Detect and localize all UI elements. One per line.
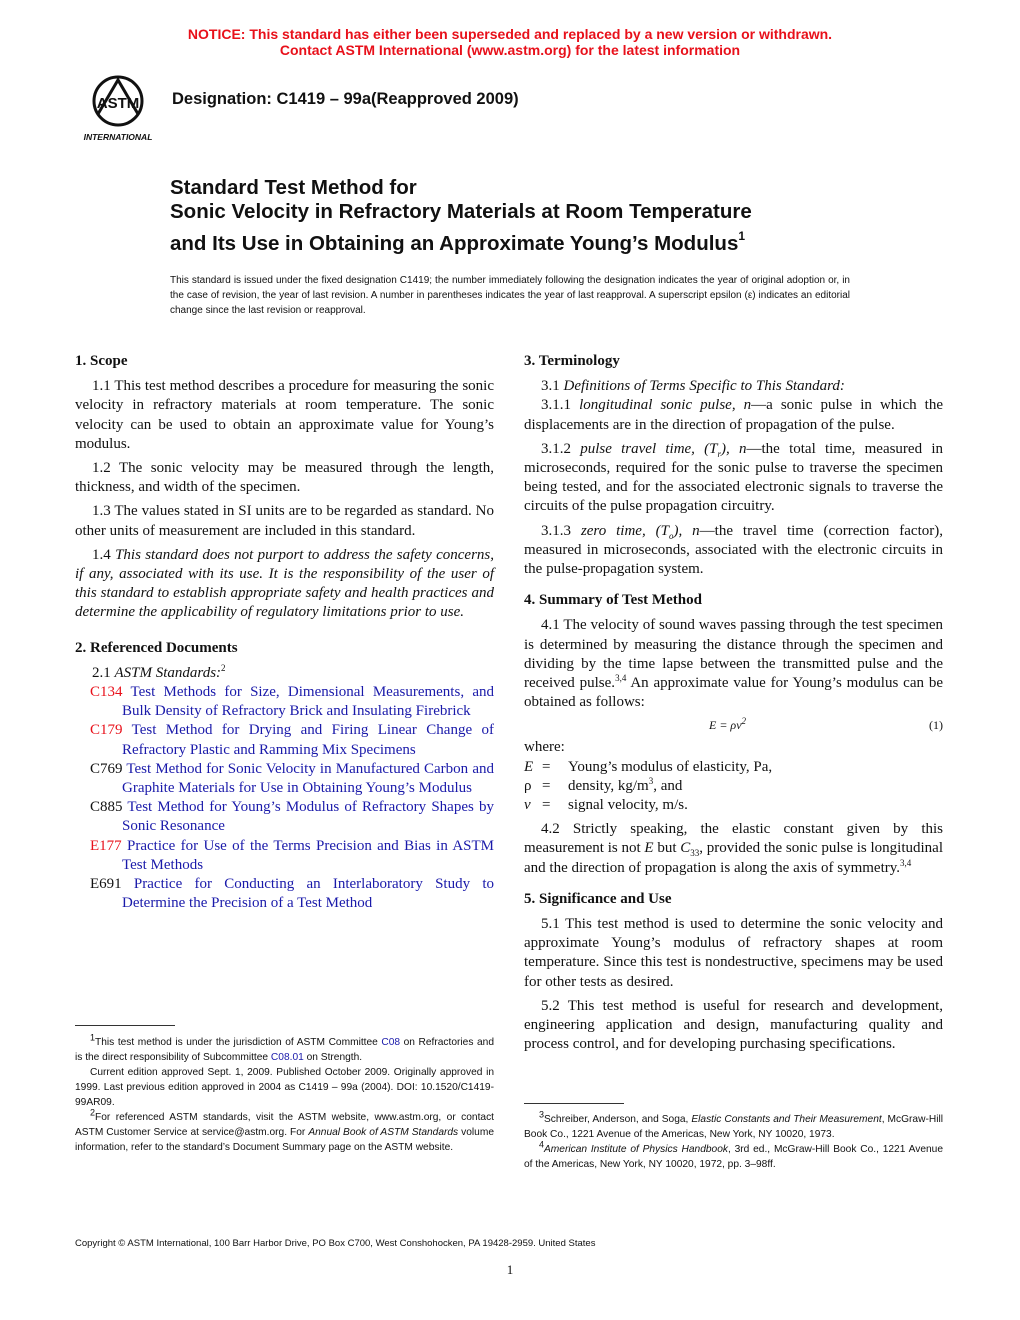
significance-heading: 5. Significance and Use <box>524 890 672 907</box>
equation-1 <box>524 712 943 736</box>
significance-5-1: 5.1 This test method is used to determine the sonic velocity and approximate Young’s modulus of refractory shapes at room temperature. Since this test is nondestructive, specimens may be used for other tests as desired. <box>524 916 943 990</box>
footnote-2: $^2$For referenced ASTM standards, visit the ASTM website, www.astm.org, or contact ASTM Customer Service at service@astm.org. For Annual Book of ASTM Standards volume information, refer to the standard’s Document Summary page on the ASTM website. <box>75 1107 495 1153</box>
variable-v: v = signal velocity, m/s. <box>524 797 688 814</box>
ref-item-c769[interactable]: C769 Test Method for Sonic Velocity in Manufactured Carbon and Graphite Materials for Use in Obtaining Young’s Modulus <box>90 760 494 797</box>
ref-item-c885[interactable]: C885 Test Method for Young’s Modulus of Refractory Shapes by Sonic Resonance <box>90 799 494 835</box>
scope-p3: 1.3 The values stated in SI units are to be regarded as standard. No other units of measurement are included in this standard. <box>75 503 494 539</box>
summary-heading: 4. Summary of Test Method <box>524 592 702 609</box>
terminology-3-1-3: 3.1.3 zero time, $(T_o)$, n—the travel time (correction factor), measured in microseconds, associated with the electronic circuits in the pulse-propagation system. <box>524 522 943 578</box>
right-column <box>524 352 943 1055</box>
footnote-1: $^1$This test method is under the jurisdiction of ASTM Committee C08 on Refractories and is the direct responsibility of Subcommittee C08.01 on Strength. <box>75 1032 494 1063</box>
equation: $E = \rho v^2$ <box>709 716 747 733</box>
footnote-3: $^3$Schreiber, Anderson, and Soga, Elastic Constants and Their Measurement, McGraw-Hill Book Co., 1221 Avenue of the Americas, New York, NY 10020, 1973. <box>524 1109 943 1140</box>
astm-logo-icon <box>76 74 160 144</box>
issued-statement: This standard is issued under the fixed designation C1419; the number immediately following the designation indicates the year of original adoption or, in the case of revision, the year of last revision. A number in parentheses indicates the year of last reapproval. A superscript epsilon (ε) indicates an editorial change since the last revision or reapproval. <box>170 275 850 316</box>
footnotes-right <box>524 1109 943 1172</box>
footnote-rule-left <box>75 1025 175 1026</box>
referenced-sub: 2.1 ASTM Standards:$^2$ <box>92 662 226 681</box>
designation: Designation: C1419 – 99a(Reapproved 2009) <box>172 90 519 108</box>
terminology-3-1-1: 3.1.1 longitudinal sonic pulse, n—a sonic pulse in which the displacements are in the direction of propagation of the pulse. <box>524 397 944 433</box>
scope-heading: 1. Scope <box>75 353 128 369</box>
notice-line-2: Contact ASTM International (www.astm.org) for the latest information <box>279 42 741 58</box>
ref-item-e691[interactable]: E691 Practice for Conducting an Interlaboratory Study to Determine the Precision of a Test Method <box>90 876 494 912</box>
footnote-4: $^4$American Institute of Physics Handbook, 3rd ed., McGraw-Hill Book Co., 1221 Avenue of the Americas, New York, NY 10020, 1972, pp. 3–98ff. <box>524 1139 943 1170</box>
left-column <box>75 352 494 913</box>
terminology-heading: 3. Terminology <box>524 353 620 369</box>
scope-p2: 1.2 The sonic velocity may be measured through the length, thickness, and width of the specimen. <box>75 460 494 496</box>
copyright: Copyright © ASTM International, 100 Barr Harbor Drive, PO Box C700, West Conshohocken, PA 19428-2959. United States <box>75 1238 596 1249</box>
footnotes-left <box>75 1032 495 1155</box>
page-number: 1 <box>506 1262 514 1277</box>
summary-4-1: 4.1 The velocity of sound waves passing through the test specimen is determined by measuring the distance through the specimen and dividing by the time lapse between the transmitted pulse and the received pulse.$^{3,4}$ An approximate value for Young’s modulus can be obtained as follows: <box>524 617 943 711</box>
equation-number: (1) <box>929 718 943 733</box>
footnote-1-edition: Current edition approved Sept. 1, 2009. Published October 2009. Originally approved in 1999. Last previous edition approved in 2004 as C1419 – 99a (2004). DOI: 10.1520/C1419-99AR09. <box>75 1067 494 1108</box>
terminology-3-1: 3.1 Definitions of Terms Specific to This Standard: <box>541 378 845 395</box>
logo-emblem-letters: ASTM <box>96 95 140 112</box>
ref-item-e177[interactable]: E177 Practice for Use of the Terms Precision and Bias in ASTM Test Methods <box>90 837 495 873</box>
where-label: where: <box>524 739 565 756</box>
variable-list <box>524 758 943 816</box>
scope-p4: 1.4 This standard does not purport to address the safety concerns, if any, associated with its use. It is the responsibility of the user of this standard to establish appropriate safety and health practices and determine the applicability of regulatory limitations prior to use. <box>75 546 494 621</box>
variable-E: E = Young’s modulus of elasticity, Pa, <box>524 758 773 775</box>
scope-p1: 1.1 This test method describes a procedure for measuring the sonic velocity in refractory materials at room temperature. The sonic velocity can be used to obtain an approximate value for Young’s modulus. <box>75 378 494 452</box>
referenced-heading: 2. Referenced Documents <box>75 639 238 656</box>
summary-4-2: 4.2 Strictly speaking, the elastic constant given by this measurement is not E but $C_{33}$, provided the sonic pulse is longitudinal and the direction of propagation is along the axis of symmetry.$^{3,4}$ <box>524 821 943 876</box>
logo-text: INTERNATIONAL <box>83 132 153 142</box>
title-line-3: and Its Use in Obtaining an Approximate Young’s Modulus$^1$ <box>170 229 746 255</box>
significance-5-2: 5.2 This test method is useful for research and development, engineering application and design, manufacturing quality and process control, and for developing purchasing specifications. <box>524 997 943 1053</box>
title-line-1: Standard Test Method for <box>170 176 417 199</box>
variable-rho: ρ = density, $kg/m^3$, and <box>524 775 683 794</box>
title-footnote-mark[interactable]: 1 <box>738 229 746 243</box>
notice-line-1: NOTICE: This standard has either been superseded and replaced by a new version or withdrawn. <box>187 26 833 42</box>
terminology-3-1-2: 3.1.2 pulse travel time, $(T_r)$, n—the total time, measured in microseconds, required for the sonic pulse to traverse the specimen being tested, and for the associated electronic signals to traverse the circuits of the pulse propagation circuitry. <box>524 440 943 515</box>
ref-item-c179[interactable]: C179 Test Method for Drying and Firing Linear Change of Refractory Plastic and Ramming Mix Specimens <box>90 722 494 758</box>
ref-item-c134[interactable]: C134 Test Methods for Size, Dimensional Measurements, and Bulk Density of Refractory Brick and Insulating Firebrick <box>90 684 494 720</box>
footnote-rule-right <box>524 1103 624 1104</box>
title-line-2: Sonic Velocity in Refractory Materials at Room Temperature <box>170 200 752 223</box>
